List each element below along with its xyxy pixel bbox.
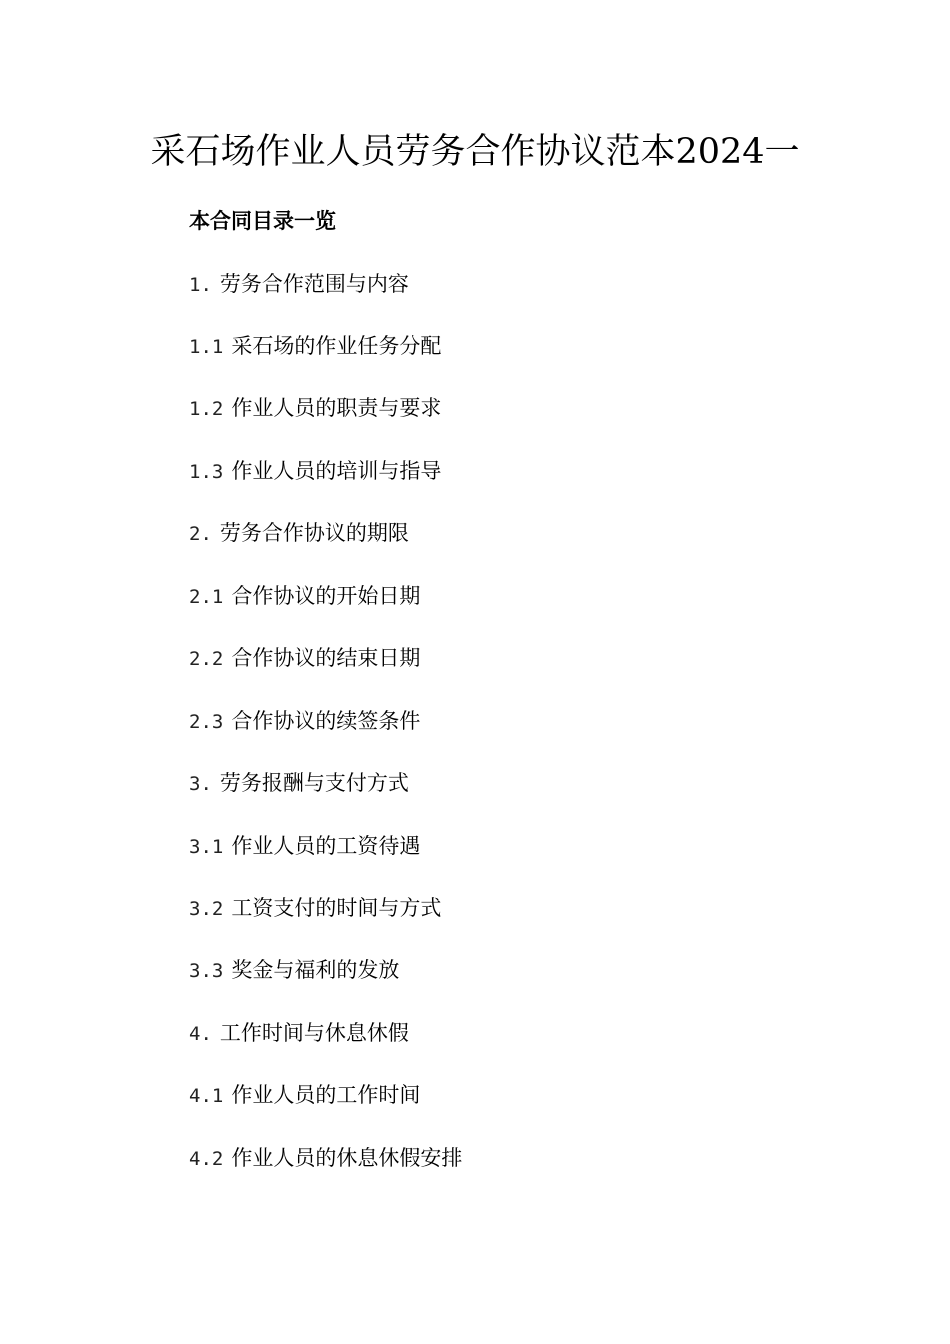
toc-item-text: 采石场的作业任务分配 xyxy=(231,334,442,358)
toc-item-number: 2.2 xyxy=(189,648,224,670)
toc-item-text: 作业人员的工资待遇 xyxy=(231,834,421,858)
toc-item-number: 4.2 xyxy=(189,1148,224,1170)
toc-item-number: 2.3 xyxy=(189,711,224,733)
toc-item-2 xyxy=(189,517,409,550)
toc-item-number: 3. xyxy=(189,773,212,795)
document-title: 采石场作业人员劳务合作协议范本2024一 xyxy=(150,132,800,172)
toc-item-text: 作业人员的工作时间 xyxy=(231,1083,421,1107)
toc-item-text: 劳务合作协议的期限 xyxy=(219,521,409,545)
toc-item-text: 合作协议的结束日期 xyxy=(231,646,421,670)
toc-item-text: 作业人员的培训与指导 xyxy=(231,459,442,483)
toc-item-number: 1.2 xyxy=(189,398,224,420)
toc-item-text: 合作协议的开始日期 xyxy=(231,584,421,608)
toc-item-number: 1.3 xyxy=(189,461,224,483)
toc-item-number: 1.1 xyxy=(189,336,224,358)
toc-item-1-1 xyxy=(189,330,441,363)
toc-item-number: 1. xyxy=(189,274,212,296)
toc-item-text: 劳务报酬与支付方式 xyxy=(219,771,409,795)
toc-item-4 xyxy=(189,1017,409,1050)
toc-item-text: 合作协议的续签条件 xyxy=(231,709,421,733)
toc-item-number: 3.3 xyxy=(189,960,224,982)
toc-heading: 本合同目录一览 xyxy=(189,209,336,233)
toc-item-3-2 xyxy=(189,892,441,925)
toc-item-2-1 xyxy=(189,580,420,613)
toc-item-2-3 xyxy=(189,705,420,738)
toc-item-text: 劳务合作范围与内容 xyxy=(219,272,409,296)
toc-item-number: 2. xyxy=(189,523,212,545)
toc-item-number: 4.1 xyxy=(189,1085,224,1107)
toc-item-number: 4. xyxy=(189,1023,212,1045)
toc-item-2-2 xyxy=(189,642,420,675)
toc-item-text: 工作时间与休息休假 xyxy=(219,1021,409,1045)
toc-item-1 xyxy=(189,268,409,301)
toc-item-1-3 xyxy=(189,455,441,488)
toc-item-text: 作业人员的职责与要求 xyxy=(231,396,442,420)
toc-item-number: 2.1 xyxy=(189,586,224,608)
toc-item-3 xyxy=(189,767,409,800)
toc-item-number: 3.2 xyxy=(189,898,224,920)
toc-item-text: 奖金与福利的发放 xyxy=(231,958,400,982)
toc-item-number: 3.1 xyxy=(189,836,224,858)
toc-item-4-1 xyxy=(189,1079,420,1112)
toc-item-text: 作业人员的休息休假安排 xyxy=(231,1146,463,1170)
toc-item-3-3 xyxy=(189,954,399,987)
toc-item-text: 工资支付的时间与方式 xyxy=(231,896,442,920)
toc-item-4-2 xyxy=(189,1142,462,1175)
toc-item-3-1 xyxy=(189,830,420,863)
toc-item-1-2 xyxy=(189,392,441,425)
